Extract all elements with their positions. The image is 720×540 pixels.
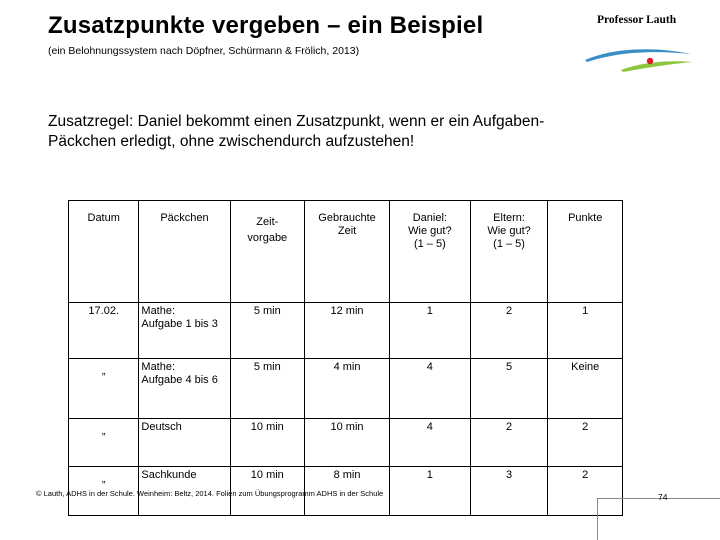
table-row	[69, 303, 623, 359]
cell-gebraucht: 10 min	[305, 419, 390, 467]
cell-datum: „	[69, 419, 139, 467]
cell-punkte: 2	[548, 467, 623, 516]
cell-zeitvorgabe: 5 min	[230, 303, 305, 359]
logo-red-dot	[647, 58, 653, 64]
cell-eltern: 2	[470, 419, 548, 467]
cell-paeckchen: Sachkunde	[139, 467, 230, 516]
header-gebrauchte-zeit: Gebrauchte Zeit	[305, 201, 390, 303]
cell-paeckchen: Mathe: Aufgabe 4 bis 6	[139, 359, 230, 419]
cell-punkte: 1	[548, 303, 623, 359]
cell-daniel: 1	[389, 467, 470, 516]
cell-gebraucht: 4 min	[305, 359, 390, 419]
cell-zeitvorgabe: 5 min	[230, 359, 305, 419]
footer-citation: © Lauth, ADHS in der Schule. Weinheim: Beltz, 2014. Folien zum Übungsprogramm ADHS in der Schule	[36, 489, 384, 498]
cell-eltern: 5	[470, 359, 548, 419]
header-eltern: Eltern: Wie gut? (1 – 5)	[470, 201, 548, 303]
cell-daniel: 1	[389, 303, 470, 359]
cell-daniel: 4	[389, 359, 470, 419]
table-row	[69, 359, 623, 419]
cell-datum: „	[69, 359, 139, 419]
cell-eltern: 3	[470, 467, 548, 516]
header-punkte: Punkte	[548, 201, 623, 303]
cell-gebraucht: 8 min	[305, 467, 390, 516]
cell-zeitvorgabe: 10 min	[230, 419, 305, 467]
cell-eltern: 2	[470, 303, 548, 359]
cell-gebraucht: 12 min	[305, 303, 390, 359]
header-datum: Datum	[69, 201, 139, 303]
intro-label: Zusatzregel	[48, 113, 129, 130]
cell-datum: 17.02.	[69, 303, 139, 359]
table-row	[69, 419, 623, 467]
header-daniel: Daniel: Wie gut? (1 – 5)	[389, 201, 470, 303]
intro-text	[48, 112, 608, 152]
professor-label: Professor Lauth	[597, 14, 677, 26]
corner-divider-vertical	[597, 498, 598, 540]
intro-body: : Daniel bekommt einen Zusatzpunkt, wenn er ein Aufgaben-Päckchen erledigt, ohne zwischendurch aufzustehen!	[48, 113, 545, 150]
logo-blue-swoosh	[585, 49, 691, 62]
slide-subtitle: (ein Belohnungssystem nach Döpfner, Schürmann & Frölich, 2013)	[48, 45, 360, 57]
cell-zeitvorgabe: 10 min	[230, 467, 305, 516]
page-number: 74	[658, 492, 668, 502]
header-paeckchen: Päckchen	[139, 201, 230, 303]
cell-punkte: 2	[548, 419, 623, 467]
cell-punkte: Keine	[548, 359, 623, 419]
cell-paeckchen: Mathe: Aufgabe 1 bis 3	[139, 303, 230, 359]
logo-green-swoosh	[621, 61, 693, 72]
cell-datum: „	[69, 467, 139, 516]
points-table	[68, 200, 623, 516]
logo-swoosh-icon	[583, 42, 695, 76]
cell-paeckchen: Deutsch	[139, 419, 230, 467]
table-header-row	[69, 201, 623, 303]
header-zeitvorgabe: Zeit- vorgabe	[230, 201, 305, 303]
slide-title: Zusatzpunkte vergeben – ein Beispiel	[48, 12, 484, 39]
cell-daniel: 4	[389, 419, 470, 467]
